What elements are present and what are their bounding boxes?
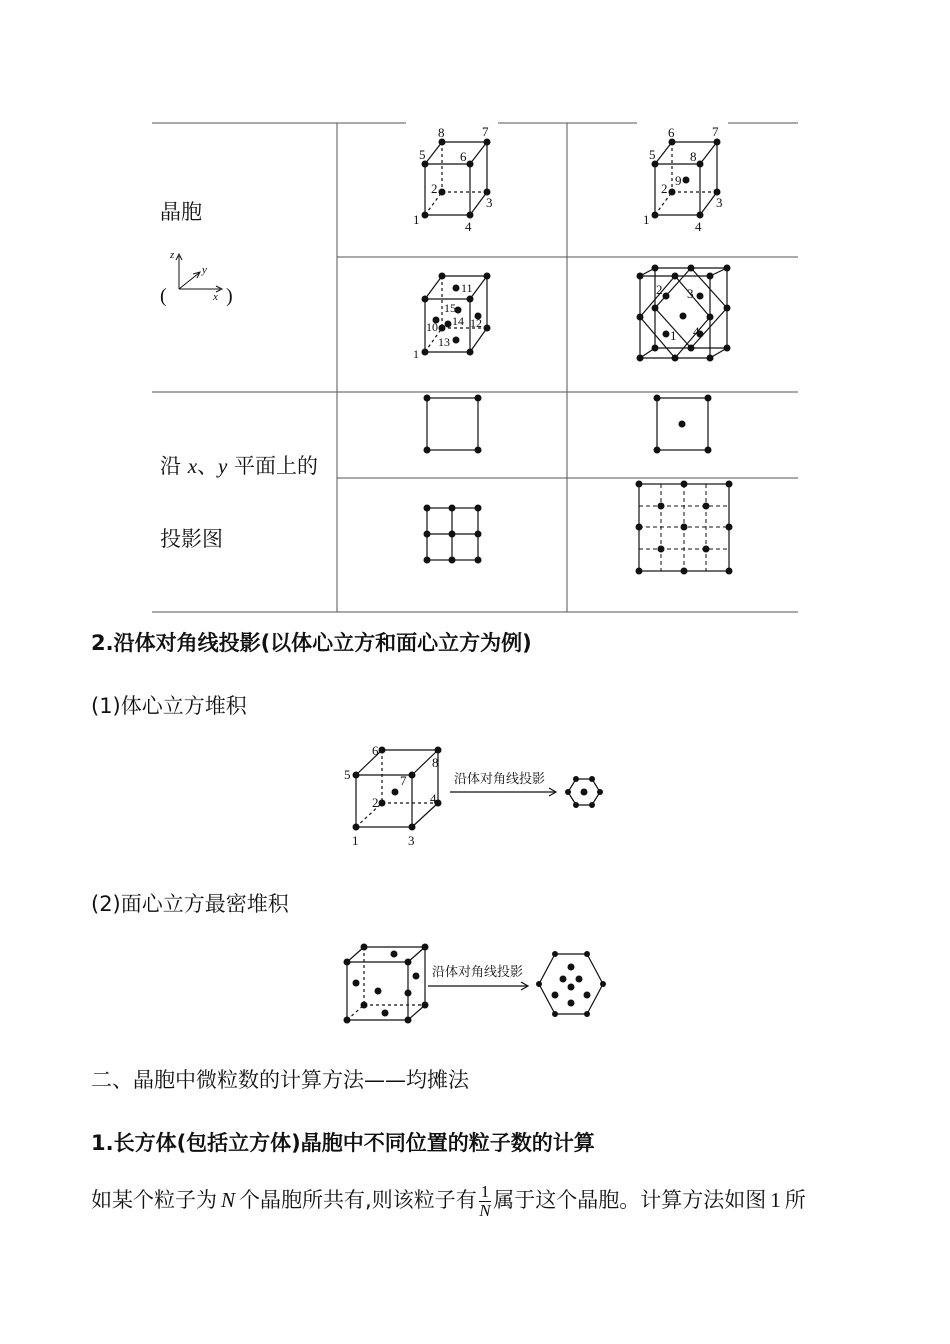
- fcc-diagonal-figure: [330, 935, 620, 1035]
- svg-text:8: 8: [690, 149, 697, 164]
- svg-text:12: 12: [470, 316, 482, 330]
- svg-text:6: 6: [372, 743, 379, 758]
- svg-text:2: 2: [661, 181, 668, 196]
- section-heading-method: 二、晶胞中微粒数的计算方法——均摊法: [91, 1068, 469, 1092]
- svg-text:10: 10: [426, 320, 438, 334]
- label-5: 5: [419, 147, 426, 162]
- svg-text:(: (: [160, 285, 167, 307]
- proj-simple: [424, 395, 482, 454]
- section-heading-cuboid: 1.长方体(包括立方体)晶胞中不同位置的粒子数的计算: [91, 1131, 595, 1155]
- svg-text:4: 4: [695, 219, 702, 234]
- svg-text:x: x: [213, 291, 218, 303]
- svg-text:1: 1: [643, 212, 650, 227]
- subheading-bcc: (1)体心立方堆积: [91, 694, 247, 718]
- arrow-label-2: 沿体对角线投影: [432, 964, 524, 979]
- row-label-projection-2: 投影图: [160, 527, 223, 551]
- table-grid: [152, 123, 798, 612]
- label-2: 2: [431, 181, 438, 196]
- row-label-cell: 晶胞: [160, 200, 202, 224]
- svg-text:15: 15: [444, 301, 456, 315]
- svg-text:5: 5: [649, 147, 656, 162]
- diamond-atoms: [637, 265, 731, 362]
- svg-text:8: 8: [432, 755, 439, 770]
- subheading-fcc: (2)面心立方最密堆积: [91, 892, 289, 916]
- fraction-1-over-n: $\frac{1}{N}$: [479, 1181, 491, 1220]
- svg-text:7: 7: [400, 773, 407, 788]
- axes-icon: [176, 254, 222, 292]
- svg-text:13: 13: [438, 335, 450, 349]
- svg-text:): ): [226, 285, 233, 307]
- row-label-projection: 沿 x、y 平面上的: [160, 454, 319, 478]
- label-3: 3: [486, 195, 493, 210]
- svg-text:4: 4: [693, 324, 700, 339]
- arrow-label: 沿体对角线投影: [454, 771, 546, 786]
- label-8: 8: [438, 125, 445, 140]
- svg-text:3: 3: [408, 833, 415, 848]
- svg-text:14: 14: [452, 314, 464, 328]
- proj-fcc: [424, 505, 482, 564]
- svg-text:1: 1: [413, 347, 419, 361]
- paragraph-share: 如某个粒子为 N 个晶胞所共有,则该粒子有 $\frac{1}{N}$ 属于这个晶胞。计算方法如图 1 所: [91, 1181, 806, 1220]
- label-4: 4: [465, 219, 472, 234]
- label-6: 6: [460, 149, 467, 164]
- svg-text:2: 2: [656, 282, 663, 297]
- svg-text:1: 1: [670, 328, 677, 343]
- svg-text:3: 3: [716, 195, 723, 210]
- proj-diamond: [636, 481, 733, 575]
- svg-text:4: 4: [430, 791, 437, 806]
- simple-cubic-cell: [425, 142, 487, 215]
- axes-labels: [169, 249, 218, 303]
- svg-text:2: 2: [372, 795, 379, 810]
- svg-text:6: 6: [668, 125, 675, 140]
- svg-text:1: 1: [352, 833, 359, 848]
- svg-text:z: z: [170, 249, 175, 261]
- svg-text:y: y: [202, 264, 207, 276]
- svg-text:7: 7: [712, 124, 719, 139]
- label-1: 1: [413, 212, 420, 227]
- svg-text:11: 11: [461, 281, 473, 295]
- svg-text:5: 5: [344, 767, 351, 782]
- svg-text:3: 3: [687, 286, 694, 301]
- proj-bcc: [654, 395, 712, 454]
- svg-text:9: 9: [675, 173, 682, 188]
- bcc-diagonal-figure: [330, 735, 630, 850]
- label-7: 7: [482, 124, 489, 139]
- axes-parens: [160, 285, 233, 307]
- section-heading-diagonal: 2.沿体对角线投影(以体心立方和面心立方为例): [91, 631, 532, 655]
- crystal-table: [0, 0, 950, 620]
